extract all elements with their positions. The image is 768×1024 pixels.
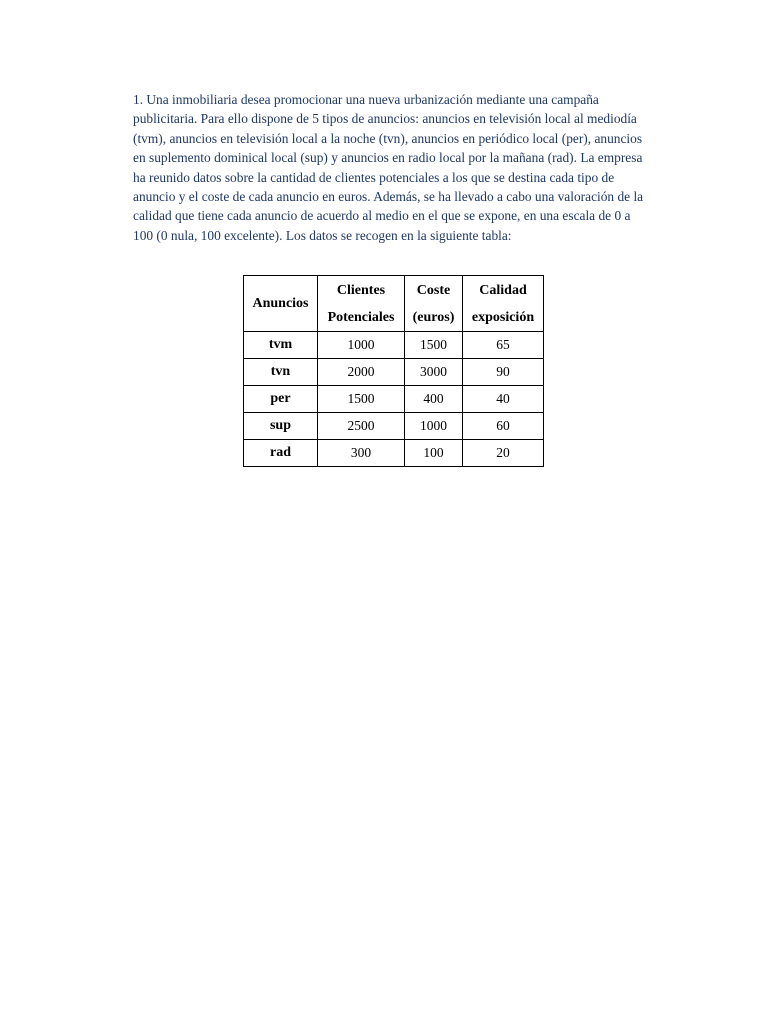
ads-data-table [243, 275, 544, 467]
cell-calidad: 65 [463, 332, 544, 359]
problem-statement: 1. Una inmobiliaria desea promocionar una nueva urbanización mediante una campaña publicitaria. Para ello dispone de 5 tipos de anuncios: anuncios en televisión local al mediodía (tvm), anuncios en televisión local a la noche (tvn), anuncios en periódico local (per), anuncios en suplemento dominical local (sup) y anuncios en radio local por la mañana (rad). La empresa ha reunido datos sobre la cantidad de clientes potenciales a los que se destina cada tipo de anuncio y el coste de cada anuncio en euros. Además, se ha llevado a cabo una valoración de la calidad que tiene cada anuncio de acuerdo al medio en el que se expone, en una escala de 0 a 100 (0 nula, 100 excelente). Los datos se recogen en la siguiente tabla: [133, 92, 644, 243]
header-calidad-line2: exposición [471, 309, 535, 325]
cell-anuncio: tvm [244, 332, 318, 359]
cell-calidad: 90 [463, 359, 544, 386]
header-anuncios [244, 276, 318, 332]
table-row [244, 386, 544, 413]
cell-calidad: 20 [463, 440, 544, 467]
cell-clientes: 1500 [318, 386, 405, 413]
cell-calidad: 60 [463, 413, 544, 440]
cell-clientes: 300 [318, 440, 405, 467]
cell-coste: 1000 [405, 413, 463, 440]
table-row [244, 332, 544, 359]
cell-anuncio: per [244, 386, 318, 413]
cell-coste: 1500 [405, 332, 463, 359]
header-coste-line1: Coste [416, 282, 451, 298]
cell-clientes: 2500 [318, 413, 405, 440]
cell-coste: 100 [405, 440, 463, 467]
table-row [244, 413, 544, 440]
header-coste [405, 276, 463, 332]
cell-clientes: 1000 [318, 332, 405, 359]
table-row [244, 359, 544, 386]
header-clientes-line2: Potenciales [327, 309, 395, 325]
cell-anuncio: sup [244, 413, 318, 440]
header-calidad-exposicion [463, 276, 544, 332]
cell-coste: 400 [405, 386, 463, 413]
header-coste-line2: (euros) [412, 309, 455, 325]
header-clientes-line1: Clientes [336, 282, 386, 298]
cell-anuncio: rad [244, 440, 318, 467]
cell-clientes: 2000 [318, 359, 405, 386]
header-clientes-potenciales [318, 276, 405, 332]
table-row [244, 440, 544, 467]
cell-coste: 3000 [405, 359, 463, 386]
cell-anuncio: tvn [244, 359, 318, 386]
cell-calidad: 40 [463, 386, 544, 413]
table-header-row [244, 276, 544, 332]
header-calidad-line1: Calidad [479, 282, 527, 298]
header-anuncios-label: Anuncios [252, 296, 309, 311]
